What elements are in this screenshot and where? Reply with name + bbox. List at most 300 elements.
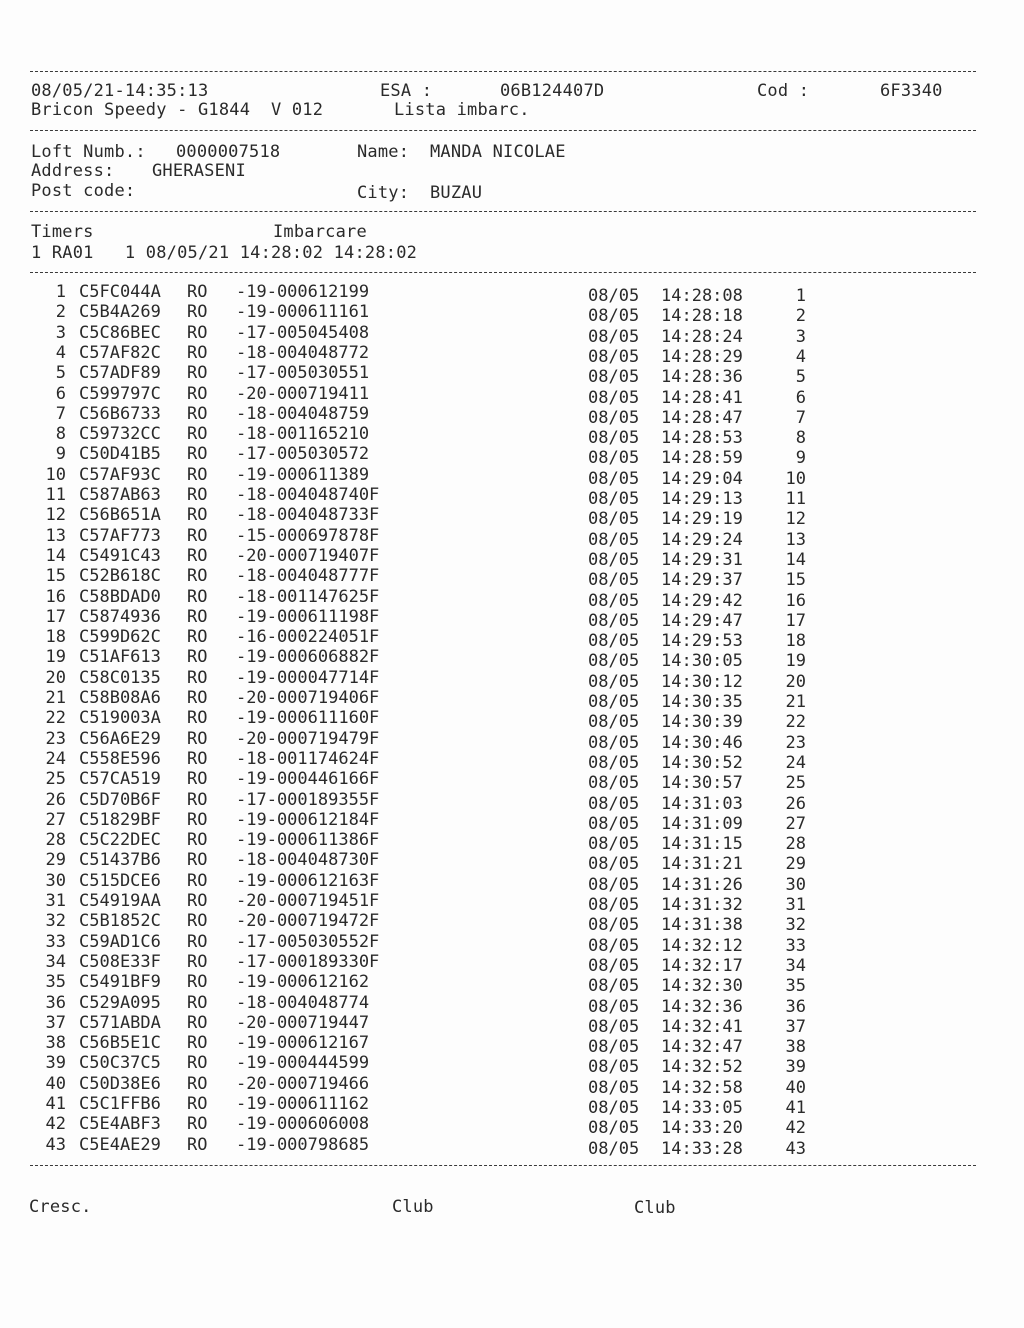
ring-id: C57CA519 bbox=[79, 769, 161, 790]
entry-date: 08/05 bbox=[588, 570, 640, 591]
divider-bottom bbox=[30, 1165, 976, 1166]
country-code: RO bbox=[187, 667, 208, 688]
ring-id: C5874936 bbox=[79, 606, 161, 627]
entry-index: 30 bbox=[45, 870, 66, 891]
city-value: BUZAU bbox=[430, 183, 483, 203]
entry-date: 08/05 bbox=[588, 306, 640, 327]
table-row bbox=[0, 322, 1024, 347]
country-code: RO bbox=[187, 1073, 208, 1094]
entry-time: 14:30:57 bbox=[661, 773, 743, 794]
entry-time: 14:28:08 bbox=[661, 286, 743, 306]
ring-id: C57AF93C bbox=[79, 464, 161, 485]
entry-time: 14:29:42 bbox=[661, 590, 743, 611]
entry-position: 35 bbox=[785, 976, 806, 997]
imbarcare-label: Imbarcare bbox=[273, 222, 367, 242]
table-row bbox=[0, 891, 1024, 915]
table-row bbox=[0, 809, 1024, 834]
entry-index: 20 bbox=[45, 667, 66, 688]
table-row bbox=[0, 1094, 1024, 1118]
entry-time: 14:30:52 bbox=[661, 752, 743, 773]
country-code: RO bbox=[187, 1033, 208, 1054]
table-row bbox=[0, 789, 1024, 814]
ring-id: C5E4AE29 bbox=[79, 1134, 161, 1155]
entry-position: 18 bbox=[785, 631, 806, 652]
entry-position: 3 bbox=[795, 326, 806, 347]
entry-index: 3 bbox=[55, 322, 66, 343]
country-code: RO bbox=[187, 809, 208, 830]
club-label-2: Club bbox=[634, 1198, 676, 1218]
entry-position: 11 bbox=[785, 489, 806, 509]
country-code: RO bbox=[187, 972, 208, 993]
entry-position: 23 bbox=[785, 732, 806, 753]
country-code: RO bbox=[187, 911, 208, 932]
entry-position: 21 bbox=[785, 692, 806, 712]
country-code: RO bbox=[187, 566, 208, 587]
country-code: RO bbox=[187, 1053, 208, 1074]
table-row bbox=[0, 1012, 1024, 1037]
entry-index: 25 bbox=[45, 769, 66, 790]
entry-time: 14:29:04 bbox=[661, 468, 743, 489]
entry-index: 10 bbox=[45, 464, 66, 485]
country-code: RO bbox=[187, 363, 208, 384]
country-code: RO bbox=[187, 647, 208, 668]
entry-time: 14:30:05 bbox=[661, 651, 743, 672]
country-code: RO bbox=[187, 383, 208, 404]
ring-number: -19-000612184F bbox=[236, 809, 380, 830]
entry-time: 14:32:52 bbox=[661, 1057, 743, 1078]
ring-number: -19-000612162 bbox=[236, 972, 370, 993]
ring-number: -17-000189355F bbox=[236, 789, 380, 810]
ring-number: -18-004048772 bbox=[236, 342, 370, 363]
entry-time: 14:30:46 bbox=[661, 732, 743, 753]
ring-id: C57ADF89 bbox=[79, 363, 161, 384]
entry-index: 7 bbox=[55, 403, 66, 424]
entry-index: 17 bbox=[45, 606, 66, 627]
entry-position: 20 bbox=[785, 671, 806, 692]
ring-number: -15-000697878F bbox=[236, 525, 380, 546]
entry-date: 08/05 bbox=[588, 1077, 640, 1098]
entry-date: 08/05 bbox=[588, 935, 640, 956]
ring-id: C50C37C5 bbox=[79, 1053, 161, 1074]
entry-date: 08/05 bbox=[588, 286, 640, 306]
country-code: RO bbox=[187, 525, 208, 546]
entry-position: 12 bbox=[785, 509, 806, 530]
entry-index: 2 bbox=[55, 302, 66, 323]
entry-index: 32 bbox=[45, 911, 66, 932]
ring-number: -19-000611198F bbox=[236, 606, 380, 627]
entry-time: 14:30:12 bbox=[661, 671, 743, 692]
country-code: RO bbox=[187, 992, 208, 1013]
entry-index: 11 bbox=[45, 485, 66, 505]
entry-date: 08/05 bbox=[588, 428, 640, 449]
entry-position: 10 bbox=[785, 468, 806, 489]
ring-number: -17-005030551 bbox=[236, 363, 370, 384]
entry-position: 8 bbox=[795, 428, 806, 449]
ring-number: -19-000446166F bbox=[236, 769, 380, 790]
ring-number: -20-000719479F bbox=[236, 728, 380, 749]
entry-date: 08/05 bbox=[588, 671, 640, 692]
entry-time: 14:28:59 bbox=[661, 448, 743, 469]
entry-time: 14:31:15 bbox=[661, 834, 743, 855]
ring-id: C50D38E6 bbox=[79, 1073, 161, 1094]
table-row bbox=[0, 1033, 1024, 1058]
name-value: MANDA NICOLAE bbox=[430, 142, 566, 162]
entry-time: 14:31:32 bbox=[661, 895, 743, 915]
entry-time: 14:32:30 bbox=[661, 976, 743, 997]
entry-index: 24 bbox=[45, 748, 66, 769]
entry-time: 14:33:05 bbox=[661, 1098, 743, 1118]
entry-date: 08/05 bbox=[588, 915, 640, 936]
entry-position: 1 bbox=[795, 286, 806, 306]
entry-index: 31 bbox=[45, 891, 66, 911]
ring-id: C529A095 bbox=[79, 992, 161, 1013]
entry-index: 34 bbox=[45, 951, 66, 972]
ring-number: -20-000719447 bbox=[236, 1012, 370, 1033]
entry-index: 26 bbox=[45, 789, 66, 810]
table-row bbox=[0, 951, 1024, 976]
ring-id: C56B651A bbox=[79, 505, 161, 526]
country-code: RO bbox=[187, 891, 208, 911]
entry-time: 14:29:19 bbox=[661, 509, 743, 530]
ring-number: -20-000719472F bbox=[236, 911, 380, 932]
country-code: RO bbox=[187, 586, 208, 607]
entry-date: 08/05 bbox=[588, 813, 640, 834]
entry-index: 18 bbox=[45, 627, 66, 648]
entry-index: 12 bbox=[45, 505, 66, 526]
entry-index: 39 bbox=[45, 1053, 66, 1074]
country-code: RO bbox=[187, 606, 208, 627]
entry-date: 08/05 bbox=[588, 996, 640, 1017]
entry-time: 14:29:47 bbox=[661, 610, 743, 631]
entry-index: 40 bbox=[45, 1073, 66, 1094]
country-code: RO bbox=[187, 282, 208, 302]
ring-id: C52B618C bbox=[79, 566, 161, 587]
ring-number: -17-005030572 bbox=[236, 444, 370, 465]
ring-id: C56A6E29 bbox=[79, 728, 161, 749]
ring-number: -18-001165210 bbox=[236, 424, 370, 445]
loft-label: Loft Numb.: bbox=[31, 142, 146, 162]
country-code: RO bbox=[187, 1134, 208, 1155]
table-row bbox=[0, 870, 1024, 895]
ring-id: C56B5E1C bbox=[79, 1033, 161, 1054]
ring-id: C5FC044A bbox=[79, 282, 161, 302]
divider-owner bbox=[30, 211, 976, 212]
country-code: RO bbox=[187, 870, 208, 891]
ring-id: C5C22DEC bbox=[79, 830, 161, 851]
entry-date: 08/05 bbox=[588, 712, 640, 733]
cod-value: 6F3340 bbox=[880, 81, 943, 101]
table-row bbox=[0, 728, 1024, 753]
entry-date: 08/05 bbox=[588, 692, 640, 712]
entry-time: 14:28:53 bbox=[661, 428, 743, 449]
table-row bbox=[0, 1073, 1024, 1098]
country-code: RO bbox=[187, 403, 208, 424]
country-code: RO bbox=[187, 1012, 208, 1033]
name-label: Name: bbox=[357, 142, 410, 162]
table-row bbox=[0, 748, 1024, 773]
ring-id: C587AB63 bbox=[79, 485, 161, 505]
entry-position: 16 bbox=[785, 590, 806, 611]
country-code: RO bbox=[187, 627, 208, 648]
entry-date: 08/05 bbox=[588, 346, 640, 367]
country-code: RO bbox=[187, 505, 208, 526]
country-code: RO bbox=[187, 322, 208, 343]
country-code: RO bbox=[187, 1114, 208, 1135]
entry-date: 08/05 bbox=[588, 955, 640, 976]
entry-index: 27 bbox=[45, 809, 66, 830]
table-row bbox=[0, 1053, 1024, 1078]
postcode-label: Post code: bbox=[31, 181, 136, 201]
entry-time: 14:32:36 bbox=[661, 996, 743, 1017]
country-code: RO bbox=[187, 302, 208, 323]
entry-index: 8 bbox=[55, 424, 66, 445]
ring-id: C599D62C bbox=[79, 627, 161, 648]
ring-number: -17-000189330F bbox=[236, 951, 380, 972]
esa-value: 06B124407D bbox=[500, 81, 605, 101]
ring-number: -18-001147625F bbox=[236, 586, 380, 607]
ring-number: -19-000606882F bbox=[236, 647, 380, 668]
table-row bbox=[0, 830, 1024, 855]
entry-time: 14:31:03 bbox=[661, 793, 743, 814]
table-row bbox=[0, 444, 1024, 469]
table-row bbox=[0, 525, 1024, 550]
country-code: RO bbox=[187, 545, 208, 566]
entry-position: 38 bbox=[785, 1037, 806, 1058]
timers-label: Timers bbox=[31, 222, 94, 242]
entry-time: 14:31:26 bbox=[661, 874, 743, 895]
ring-id: C59732CC bbox=[79, 424, 161, 445]
country-code: RO bbox=[187, 748, 208, 769]
entry-position: 36 bbox=[785, 996, 806, 1017]
entry-date: 08/05 bbox=[588, 610, 640, 631]
entry-position: 33 bbox=[785, 935, 806, 956]
entry-time: 14:29:31 bbox=[661, 549, 743, 570]
ring-id: C508E33F bbox=[79, 951, 161, 972]
table-row bbox=[0, 647, 1024, 672]
country-code: RO bbox=[187, 931, 208, 952]
table-row bbox=[0, 992, 1024, 1017]
entry-index: 29 bbox=[45, 850, 66, 871]
table-row bbox=[0, 403, 1024, 428]
ring-id: C51437B6 bbox=[79, 850, 161, 871]
entry-date: 08/05 bbox=[588, 509, 640, 530]
country-code: RO bbox=[187, 342, 208, 363]
table-row bbox=[0, 627, 1024, 652]
club-label-1: Club bbox=[392, 1197, 434, 1217]
entry-time: 14:29:53 bbox=[661, 631, 743, 652]
table-row bbox=[0, 850, 1024, 875]
ring-id: C519003A bbox=[79, 708, 161, 729]
ring-number: -18-004048740F bbox=[236, 485, 380, 505]
table-row bbox=[0, 302, 1024, 327]
entry-date: 08/05 bbox=[588, 549, 640, 570]
table-row bbox=[0, 667, 1024, 692]
ring-number: -16-000224051F bbox=[236, 627, 380, 648]
entry-position: 30 bbox=[785, 874, 806, 895]
table-row bbox=[0, 972, 1024, 997]
entry-position: 41 bbox=[785, 1098, 806, 1118]
entry-date: 08/05 bbox=[588, 854, 640, 875]
ring-number: -19-000798685 bbox=[236, 1134, 370, 1155]
country-code: RO bbox=[187, 485, 208, 505]
entry-time: 14:32:17 bbox=[661, 955, 743, 976]
ring-id: C58C0135 bbox=[79, 667, 161, 688]
ring-id: C515DCE6 bbox=[79, 870, 161, 891]
entry-index: 6 bbox=[55, 383, 66, 404]
entry-position: 5 bbox=[795, 367, 806, 388]
entry-index: 42 bbox=[45, 1114, 66, 1135]
table-row bbox=[0, 606, 1024, 631]
table-row bbox=[0, 931, 1024, 956]
entry-index: 1 bbox=[55, 282, 66, 302]
entry-index: 16 bbox=[45, 586, 66, 607]
entry-time: 14:29:24 bbox=[661, 529, 743, 550]
entry-position: 25 bbox=[785, 773, 806, 794]
ring-id: C57AF82C bbox=[79, 342, 161, 363]
cresc-label: Cresc. bbox=[29, 1197, 92, 1217]
divider-timers bbox=[30, 272, 976, 273]
entry-time: 14:31:09 bbox=[661, 813, 743, 834]
print-datetime: 08/05/21-14:35:13 bbox=[31, 81, 209, 101]
entry-date: 08/05 bbox=[588, 1138, 640, 1159]
entry-position: 31 bbox=[785, 895, 806, 915]
ring-id: C558E596 bbox=[79, 748, 161, 769]
ring-number: -18-004048774 bbox=[236, 992, 370, 1013]
ring-number: -19-000612163F bbox=[236, 870, 380, 891]
table-row bbox=[0, 363, 1024, 388]
entry-index: 4 bbox=[55, 342, 66, 363]
ring-id: C56B6733 bbox=[79, 403, 161, 424]
entry-date: 08/05 bbox=[588, 367, 640, 388]
ring-number: -19-000047714F bbox=[236, 667, 380, 688]
entry-position: 6 bbox=[795, 387, 806, 408]
entry-time: 14:32:41 bbox=[661, 1016, 743, 1037]
ring-number: -18-001174624F bbox=[236, 748, 380, 769]
ring-id: C51AF613 bbox=[79, 647, 161, 668]
ring-id: C5C1FFB6 bbox=[79, 1094, 161, 1114]
entry-index: 21 bbox=[45, 688, 66, 708]
entry-position: 43 bbox=[785, 1138, 806, 1159]
ring-id: C5E4ABF3 bbox=[79, 1114, 161, 1135]
address-label: Address: bbox=[31, 161, 115, 181]
ring-id: C599797C bbox=[79, 383, 161, 404]
entry-date: 08/05 bbox=[588, 448, 640, 469]
ring-number: -19-000611389 bbox=[236, 464, 370, 485]
entry-date: 08/05 bbox=[588, 1037, 640, 1058]
table-row bbox=[0, 911, 1024, 936]
entry-index: 38 bbox=[45, 1033, 66, 1054]
table-row bbox=[0, 342, 1024, 367]
entry-index: 41 bbox=[45, 1094, 66, 1114]
entry-time: 14:33:20 bbox=[661, 1118, 743, 1139]
country-code: RO bbox=[187, 850, 208, 871]
table-row bbox=[0, 424, 1024, 449]
country-code: RO bbox=[187, 444, 208, 465]
ring-number: -17-005030552F bbox=[236, 931, 380, 952]
entry-date: 08/05 bbox=[588, 489, 640, 509]
entry-date: 08/05 bbox=[588, 834, 640, 855]
entry-position: 22 bbox=[785, 712, 806, 733]
entry-date: 08/05 bbox=[588, 1118, 640, 1139]
ring-id: C571ABDA bbox=[79, 1012, 161, 1033]
entry-position: 28 bbox=[785, 834, 806, 855]
entry-date: 08/05 bbox=[588, 752, 640, 773]
entry-index: 13 bbox=[45, 525, 66, 546]
entry-date: 08/05 bbox=[588, 407, 640, 428]
entry-index: 22 bbox=[45, 708, 66, 729]
entry-date: 08/05 bbox=[588, 793, 640, 814]
country-code: RO bbox=[187, 769, 208, 790]
ring-id: C5491BF9 bbox=[79, 972, 161, 993]
entry-time: 14:28:18 bbox=[661, 306, 743, 327]
entry-position: 4 bbox=[795, 346, 806, 367]
ring-id: C50D41B5 bbox=[79, 444, 161, 465]
table-row bbox=[0, 545, 1024, 570]
ring-number: -19-000612167 bbox=[236, 1033, 370, 1054]
entry-date: 08/05 bbox=[588, 590, 640, 611]
entry-position: 9 bbox=[795, 448, 806, 469]
table-row bbox=[0, 586, 1024, 611]
table-row bbox=[0, 708, 1024, 733]
ring-number: -20-000719451F bbox=[236, 891, 380, 911]
entry-date: 08/05 bbox=[588, 326, 640, 347]
entry-index: 37 bbox=[45, 1012, 66, 1033]
entry-time: 14:28:41 bbox=[661, 387, 743, 408]
entry-index: 43 bbox=[45, 1134, 66, 1155]
entry-position: 15 bbox=[785, 570, 806, 591]
ring-id: C5C86BEC bbox=[79, 322, 161, 343]
device-info: Bricon Speedy - G1844 V 012 bbox=[31, 100, 324, 120]
entry-time: 14:31:21 bbox=[661, 854, 743, 875]
entry-time: 14:30:35 bbox=[661, 692, 743, 712]
entry-position: 7 bbox=[795, 407, 806, 428]
ring-number: -20-000719411 bbox=[236, 383, 370, 404]
entry-time: 14:29:13 bbox=[661, 489, 743, 509]
ring-number: -19-000612199 bbox=[236, 282, 370, 302]
entry-time: 14:31:38 bbox=[661, 915, 743, 936]
entry-time: 14:28:24 bbox=[661, 326, 743, 347]
entry-index: 28 bbox=[45, 830, 66, 851]
ring-number: -20-000719466 bbox=[236, 1073, 370, 1094]
entry-date: 08/05 bbox=[588, 631, 640, 652]
entry-position: 40 bbox=[785, 1077, 806, 1098]
country-code: RO bbox=[187, 789, 208, 810]
entry-index: 19 bbox=[45, 647, 66, 668]
ring-number: -20-000719407F bbox=[236, 545, 380, 566]
entry-position: 32 bbox=[785, 915, 806, 936]
ring-id: C58BDAD0 bbox=[79, 586, 161, 607]
table-row bbox=[0, 485, 1024, 509]
ring-number: -19-000611386F bbox=[236, 830, 380, 851]
entry-time: 14:32:12 bbox=[661, 935, 743, 956]
esa-label: ESA : bbox=[380, 81, 433, 101]
entry-position: 24 bbox=[785, 752, 806, 773]
table-row bbox=[0, 769, 1024, 794]
entry-time: 14:33:28 bbox=[661, 1138, 743, 1159]
ring-id: C5B4A269 bbox=[79, 302, 161, 323]
entry-time: 14:32:47 bbox=[661, 1037, 743, 1058]
country-code: RO bbox=[187, 830, 208, 851]
entry-index: 14 bbox=[45, 545, 66, 566]
entry-position: 34 bbox=[785, 955, 806, 976]
entry-date: 08/05 bbox=[588, 773, 640, 794]
entry-position: 14 bbox=[785, 549, 806, 570]
table-row bbox=[0, 505, 1024, 530]
timer-line: 1 RA01 1 08/05/21 14:28:02 14:28:02 bbox=[31, 243, 418, 263]
table-row bbox=[0, 282, 1024, 306]
ring-number: -18-004048730F bbox=[236, 850, 380, 871]
entry-index: 9 bbox=[55, 444, 66, 465]
